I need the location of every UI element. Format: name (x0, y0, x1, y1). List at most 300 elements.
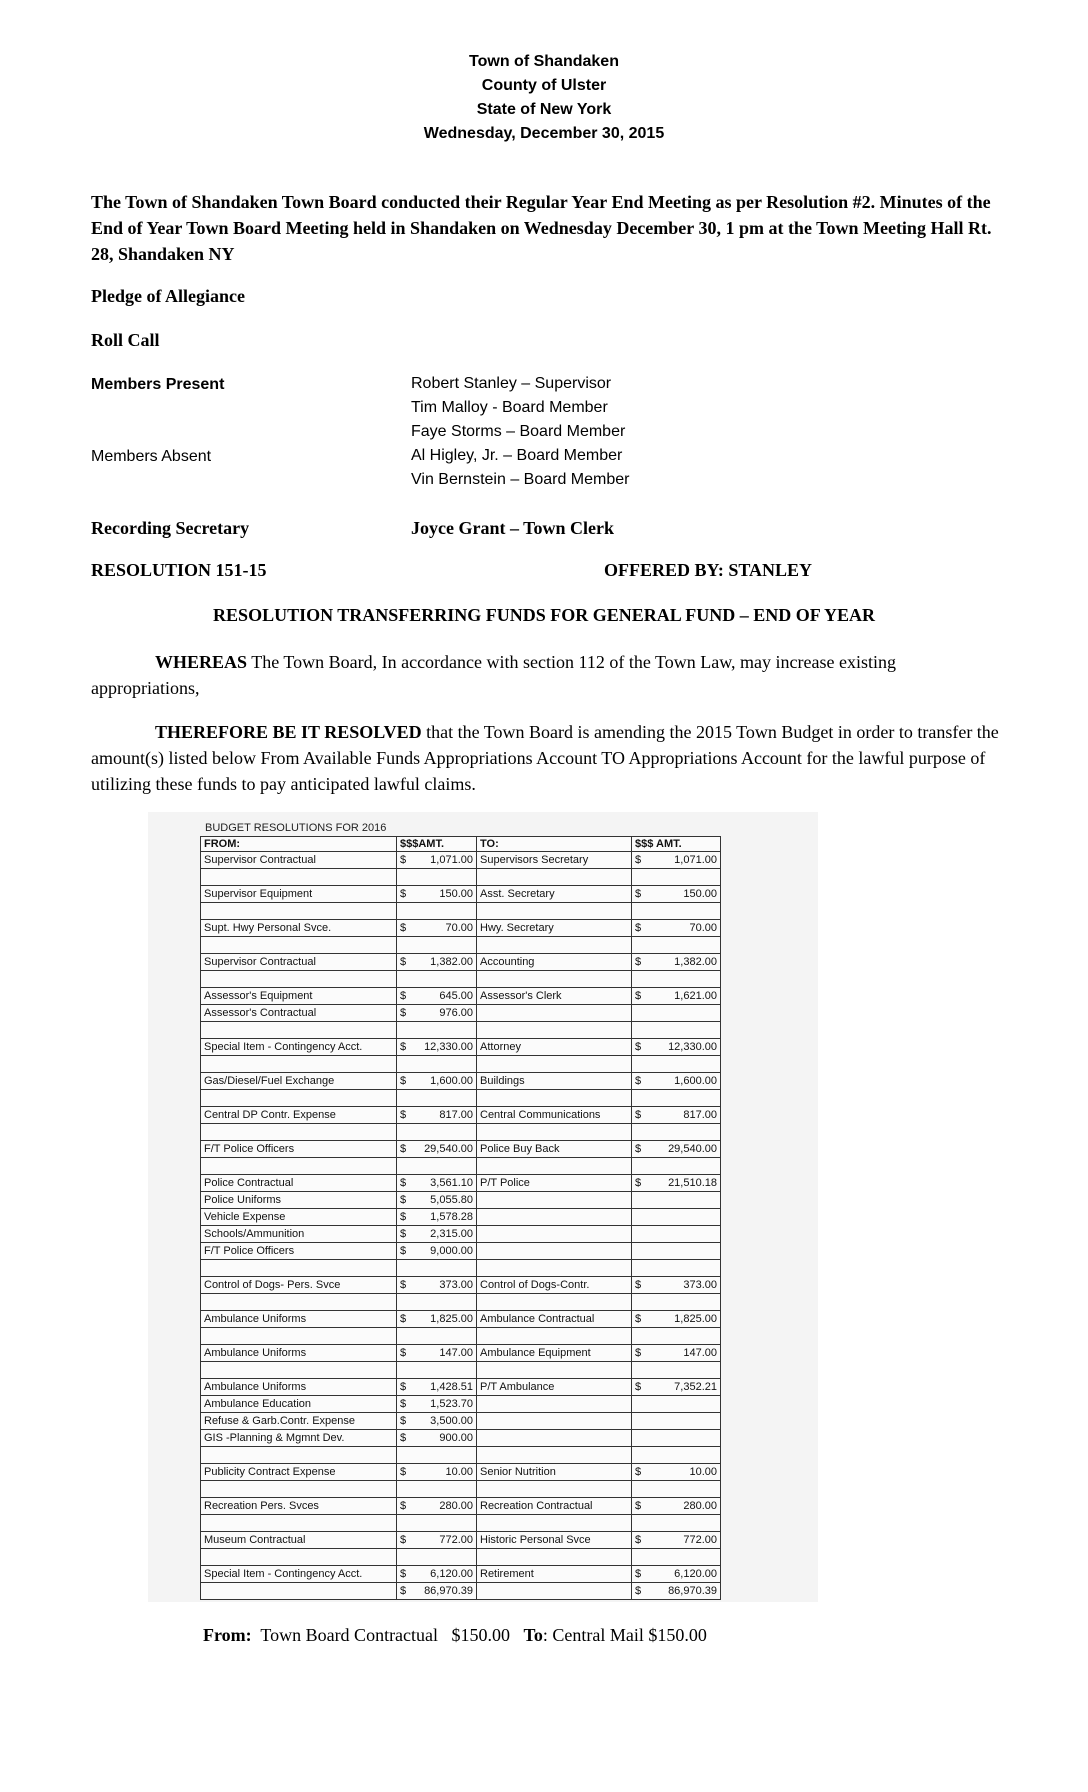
dollar-sign: $ (635, 1143, 642, 1155)
table-row (201, 1498, 721, 1515)
members-present-label: Members Present (91, 376, 225, 393)
from-account: Central DP Contr. Expense (201, 1107, 397, 1124)
from-amount-value: 1,071.00 (430, 854, 473, 866)
from-account: Control of Dogs- Pers. Svce (201, 1277, 397, 1294)
table-row (201, 1464, 721, 1481)
offered-by: OFFERED BY: STANLEY (604, 560, 813, 580)
to-amount (632, 1124, 721, 1141)
to-account (477, 1243, 632, 1260)
from-amount (397, 1226, 477, 1243)
to-amount (632, 1498, 721, 1515)
table-row (201, 1158, 721, 1175)
from-account: Supervisor Contractual (201, 954, 397, 971)
dollar-sign: $ (400, 1211, 407, 1223)
dollar-sign: $ (400, 1228, 407, 1240)
header-town: Town of Shandaken (469, 53, 619, 70)
to-account (477, 1583, 632, 1600)
members-list (411, 372, 629, 492)
table-row (201, 1192, 721, 1209)
from-amount (397, 1090, 477, 1107)
to-amount (632, 1328, 721, 1345)
from-account: F/T Police Officers (201, 1243, 397, 1260)
to-account: Recreation Contractual (477, 1498, 632, 1515)
to-amount (632, 1192, 721, 1209)
from-amount (397, 1413, 477, 1430)
to-amount (632, 1464, 721, 1481)
member-name: Al Higley, Jr. – Board Member (411, 447, 623, 464)
to-amount (632, 1362, 721, 1379)
to-amount (632, 1209, 721, 1226)
from-account: Ambulance Education (201, 1396, 397, 1413)
from-account: Schools/Ammunition (201, 1226, 397, 1243)
to-account (477, 1226, 632, 1243)
header-amount: $$$AMT. (397, 837, 477, 852)
table-row (201, 903, 721, 920)
table-row (201, 1056, 721, 1073)
to-amount (632, 1141, 721, 1158)
to-account (477, 1362, 632, 1379)
to-account (477, 1447, 632, 1464)
from-amount (397, 971, 477, 988)
to-account: Accounting (477, 954, 632, 971)
to-amount (632, 1260, 721, 1277)
to-account (477, 1209, 632, 1226)
from-amount-value: 147.00 (439, 1347, 473, 1359)
from-amount-value: 2,315.00 (430, 1228, 473, 1240)
from-amount (397, 1022, 477, 1039)
table-row (201, 1549, 721, 1566)
from-amount-value: 3,500.00 (430, 1415, 473, 1427)
to-amount-value: 7,352.21 (674, 1381, 717, 1393)
from-amount-value: 817.00 (439, 1109, 473, 1121)
to-account (477, 1294, 632, 1311)
table-row (201, 1345, 721, 1362)
dollar-sign: $ (635, 1347, 642, 1359)
from-account: Ambulance Uniforms (201, 1379, 397, 1396)
from-account (201, 1549, 397, 1566)
from-amount (397, 1107, 477, 1124)
from-amount-value: 1,523.70 (430, 1398, 473, 1410)
to-account (477, 903, 632, 920)
from-account (201, 1124, 397, 1141)
from-account (201, 1022, 397, 1039)
from-amount (397, 1294, 477, 1311)
from-amount-value: 3,561.10 (430, 1177, 473, 1189)
to-amount (632, 903, 721, 920)
header-from: FROM: (201, 837, 397, 852)
from-amount-value: 5,055.80 (430, 1194, 473, 1206)
from-account (201, 937, 397, 954)
from-account (201, 1294, 397, 1311)
table-row (201, 1362, 721, 1379)
to-account (477, 1090, 632, 1107)
budget-table (200, 836, 721, 1600)
dollar-sign: $ (400, 956, 407, 968)
table-row (201, 1379, 721, 1396)
to-account (477, 1549, 632, 1566)
from-amount-value: 9,000.00 (430, 1245, 473, 1257)
from-amount (397, 920, 477, 937)
from-amount (397, 1056, 477, 1073)
from-amount (397, 1498, 477, 1515)
from-amount (397, 1396, 477, 1413)
from-account: Supt. Hwy Personal Svce. (201, 920, 397, 937)
from-amount (397, 1073, 477, 1090)
table-row (201, 852, 721, 869)
dollar-sign: $ (400, 1194, 407, 1206)
from-account (201, 1481, 397, 1498)
from-account (201, 1447, 397, 1464)
table-row (201, 1243, 721, 1260)
from-amount (397, 1277, 477, 1294)
from-amount (397, 954, 477, 971)
from-amount (397, 1192, 477, 1209)
to-account (477, 1430, 632, 1447)
to-amount (632, 1175, 721, 1192)
table-row (201, 954, 721, 971)
to-amount-value: 6,120.00 (674, 1568, 717, 1580)
member-name: Vin Bernstein – Board Member (411, 471, 630, 488)
table-row (201, 988, 721, 1005)
from-amount (397, 1311, 477, 1328)
from-account (201, 1056, 397, 1073)
budget-body (201, 852, 721, 1600)
to-account (477, 869, 632, 886)
recording-secretary-name: Joyce Grant – Town Clerk (411, 518, 615, 538)
therefore-paragraph (91, 719, 1001, 797)
to-amount-value: 1,382.00 (674, 956, 717, 968)
from-account: Special Item - Contingency Acct. (201, 1039, 397, 1056)
to-amount-value: 70.00 (689, 922, 717, 934)
to-amount (632, 1107, 721, 1124)
from-account: Supervisor Contractual (201, 852, 397, 869)
from-amount (397, 1481, 477, 1498)
to-account: P/T Police (477, 1175, 632, 1192)
footer-from-text: Town Board Contractual $150.00 (251, 1625, 524, 1645)
to-amount (632, 1345, 721, 1362)
table-row (201, 1430, 721, 1447)
table-row (201, 1294, 721, 1311)
dollar-sign: $ (635, 1041, 642, 1053)
from-amount (397, 937, 477, 954)
to-amount-value: 1,071.00 (674, 854, 717, 866)
from-amount-value: 1,428.51 (430, 1381, 473, 1393)
dollar-sign: $ (635, 1568, 642, 1580)
to-account: Attorney (477, 1039, 632, 1056)
to-amount (632, 937, 721, 954)
table-row (201, 971, 721, 988)
to-amount (632, 1226, 721, 1243)
from-amount-value: 1,825.00 (430, 1313, 473, 1325)
dollar-sign: $ (635, 1075, 642, 1087)
from-account: Special Item - Contingency Acct. (201, 1566, 397, 1583)
from-account: F/T Police Officers (201, 1141, 397, 1158)
to-account (477, 937, 632, 954)
table-row (201, 937, 721, 954)
budget-title: BUDGET RESOLUTIONS FOR 2016 (205, 822, 387, 834)
from-amount-value: 976.00 (439, 1007, 473, 1019)
to-account: P/T Ambulance (477, 1379, 632, 1396)
from-account: Vehicle Expense (201, 1209, 397, 1226)
from-amount (397, 1158, 477, 1175)
footer-to-text: : Central Mail $150.00 (542, 1625, 707, 1645)
from-amount (397, 886, 477, 903)
dollar-sign: $ (635, 1500, 642, 1512)
to-account: Senior Nutrition (477, 1464, 632, 1481)
to-amount (632, 852, 721, 869)
to-amount (632, 869, 721, 886)
from-account (201, 971, 397, 988)
to-account: Control of Dogs-Contr. (477, 1277, 632, 1294)
resolution-title: RESOLUTION TRANSFERRING FUNDS FOR GENERAL FUND – END OF YEAR (213, 605, 875, 625)
from-amount (397, 852, 477, 869)
to-account (477, 1124, 632, 1141)
table-row (201, 1328, 721, 1345)
roll-call-heading: Roll Call (91, 330, 160, 350)
from-account: Assessor's Contractual (201, 1005, 397, 1022)
from-amount-value: 6,120.00 (430, 1568, 473, 1580)
header-county: County of Ulster (481, 77, 607, 94)
from-amount-value: 373.00 (439, 1279, 473, 1291)
to-account: Supervisors Secretary (477, 852, 632, 869)
from-amount-value: 900.00 (439, 1432, 473, 1444)
member-name: Faye Storms – Board Member (411, 423, 626, 440)
dollar-sign: $ (635, 990, 642, 1002)
dollar-sign: $ (400, 1398, 407, 1410)
dollar-sign: $ (400, 922, 407, 934)
from-amount-value: 280.00 (439, 1500, 473, 1512)
to-amount-value: 21,510.18 (668, 1177, 717, 1189)
from-amount (397, 1209, 477, 1226)
to-amount-value: 147.00 (683, 1347, 717, 1359)
to-account: Central Communications (477, 1107, 632, 1124)
to-account: Ambulance Equipment (477, 1345, 632, 1362)
to-account: Assessor's Clerk (477, 988, 632, 1005)
from-amount-value: 645.00 (439, 990, 473, 1002)
to-amount (632, 1583, 721, 1600)
from-account (201, 1583, 397, 1600)
table-row (201, 1090, 721, 1107)
dollar-sign: $ (400, 1466, 407, 1478)
from-amount-value: 70.00 (445, 922, 473, 934)
to-amount-value: 150.00 (683, 888, 717, 900)
dollar-sign: $ (635, 922, 642, 934)
to-amount (632, 1294, 721, 1311)
to-amount (632, 1158, 721, 1175)
dollar-sign: $ (635, 888, 642, 900)
from-account (201, 1260, 397, 1277)
to-amount-value: 10.00 (689, 1466, 717, 1478)
to-amount-value: 86,970.39 (668, 1585, 717, 1597)
to-account (477, 1515, 632, 1532)
to-amount (632, 1056, 721, 1073)
table-row (201, 1396, 721, 1413)
from-amount (397, 869, 477, 886)
from-account: Refuse & Garb.Contr. Expense (201, 1413, 397, 1430)
from-amount-value: 1,382.00 (430, 956, 473, 968)
dollar-sign: $ (635, 1585, 642, 1597)
to-account (477, 1328, 632, 1345)
from-amount-value: 12,330.00 (424, 1041, 473, 1053)
to-amount (632, 1396, 721, 1413)
to-amount-value: 1,600.00 (674, 1075, 717, 1087)
dollar-sign: $ (400, 1347, 407, 1359)
from-account: Assessor's Equipment (201, 988, 397, 1005)
to-amount (632, 1549, 721, 1566)
to-account: Retirement (477, 1566, 632, 1583)
document-header (0, 50, 1088, 146)
recording-secretary-label: Recording Secretary (91, 518, 250, 538)
to-account (477, 1396, 632, 1413)
to-account: Ambulance Contractual (477, 1311, 632, 1328)
dollar-sign: $ (635, 1313, 642, 1325)
to-account (477, 971, 632, 988)
from-amount (397, 1532, 477, 1549)
table-row (201, 1073, 721, 1090)
from-amount (397, 1379, 477, 1396)
from-amount-value: 772.00 (439, 1534, 473, 1546)
dollar-sign: $ (635, 956, 642, 968)
whereas-text: The Town Board, In accordance with section 112 of the Town Law, may increase existing appropriations, (91, 652, 896, 698)
to-account (477, 1481, 632, 1498)
budget-header-row (201, 837, 721, 852)
from-amount (397, 1345, 477, 1362)
intro-paragraph: The Town of Shandaken Town Board conducted their Regular Year End Meeting as per Resolution #2. Minutes of the End of Year Town Board Meeting held in Shandaken on Wednesday December 30, 1 pm at the Town Meeting Hall Rt. 28, Shandaken NY (91, 192, 992, 264)
to-amount (632, 954, 721, 971)
from-amount (397, 1515, 477, 1532)
from-amount (397, 1430, 477, 1447)
table-row (201, 1260, 721, 1277)
table-row (201, 1311, 721, 1328)
footer-from-label: From: (203, 1625, 252, 1645)
from-account: Museum Contractual (201, 1532, 397, 1549)
table-row (201, 1175, 721, 1192)
dollar-sign: $ (635, 1381, 642, 1393)
pledge-heading: Pledge of Allegiance (91, 286, 245, 306)
dollar-sign: $ (400, 1415, 407, 1427)
table-row (201, 1566, 721, 1583)
member-name: Tim Malloy - Board Member (411, 399, 608, 416)
from-amount-value: 1,600.00 (430, 1075, 473, 1087)
members-absent-label: Members Absent (91, 448, 212, 465)
dollar-sign: $ (400, 1313, 407, 1325)
from-amount (397, 1175, 477, 1192)
to-account (477, 1158, 632, 1175)
footer-to-label: To (523, 1625, 543, 1645)
resolution-number: RESOLUTION 151-15 (91, 560, 267, 580)
to-amount-value: 772.00 (683, 1534, 717, 1546)
dollar-sign: $ (635, 1109, 642, 1121)
from-account: Ambulance Uniforms (201, 1311, 397, 1328)
to-amount (632, 1039, 721, 1056)
from-account: Supervisor Equipment (201, 886, 397, 903)
to-amount-value: 12,330.00 (668, 1041, 717, 1053)
table-row (201, 1447, 721, 1464)
to-account (477, 1192, 632, 1209)
whereas-keyword: WHEREAS (155, 652, 248, 672)
to-amount (632, 1277, 721, 1294)
dollar-sign: $ (635, 1177, 642, 1189)
to-amount-value: 29,540.00 (668, 1143, 717, 1155)
to-amount (632, 1022, 721, 1039)
to-amount (632, 988, 721, 1005)
to-amount (632, 1532, 721, 1549)
header-amount-to: $$$ AMT. (632, 837, 721, 852)
to-account (477, 1056, 632, 1073)
from-account (201, 1362, 397, 1379)
from-amount (397, 1362, 477, 1379)
dollar-sign: $ (400, 854, 407, 866)
to-account (477, 1022, 632, 1039)
from-account (201, 903, 397, 920)
to-account: Police Buy Back (477, 1141, 632, 1158)
from-account: Recreation Pers. Svces (201, 1498, 397, 1515)
dollar-sign: $ (400, 1432, 407, 1444)
dollar-sign: $ (635, 1466, 642, 1478)
dollar-sign: $ (400, 1245, 407, 1257)
dollar-sign: $ (400, 1534, 407, 1546)
from-amount (397, 1260, 477, 1277)
therefore-keyword: THEREFORE BE IT RESOLVED (155, 722, 422, 742)
from-account (201, 869, 397, 886)
from-account: Gas/Diesel/Fuel Exchange (201, 1073, 397, 1090)
to-amount-value: 817.00 (683, 1109, 717, 1121)
to-account (477, 1260, 632, 1277)
from-amount-value: 150.00 (439, 888, 473, 900)
dollar-sign: $ (635, 854, 642, 866)
from-account (201, 1328, 397, 1345)
table-row (201, 1515, 721, 1532)
to-amount (632, 1413, 721, 1430)
to-account (477, 1413, 632, 1430)
from-account (201, 1515, 397, 1532)
dollar-sign: $ (400, 1007, 407, 1019)
dollar-sign: $ (400, 1041, 407, 1053)
table-row (201, 1226, 721, 1243)
from-amount (397, 1005, 477, 1022)
to-amount-value: 1,621.00 (674, 990, 717, 1002)
to-account: Hwy. Secretary (477, 920, 632, 937)
to-amount (632, 1447, 721, 1464)
to-account: Historic Personal Svce (477, 1532, 632, 1549)
from-account (201, 1158, 397, 1175)
dollar-sign: $ (400, 1177, 407, 1189)
dollar-sign: $ (400, 1075, 407, 1087)
table-row (201, 1141, 721, 1158)
to-amount (632, 1379, 721, 1396)
to-amount (632, 1481, 721, 1498)
dollar-sign: $ (400, 1143, 407, 1155)
to-amount-value: 280.00 (683, 1500, 717, 1512)
table-row (201, 1277, 721, 1294)
to-amount (632, 971, 721, 988)
from-amount (397, 1464, 477, 1481)
from-amount (397, 988, 477, 1005)
from-account: Ambulance Uniforms (201, 1345, 397, 1362)
from-account: GIS -Planning & Mgmnt Dev. (201, 1430, 397, 1447)
to-amount-value: 1,825.00 (674, 1313, 717, 1325)
table-row (201, 1209, 721, 1226)
to-amount (632, 1090, 721, 1107)
to-amount (632, 1566, 721, 1583)
from-amount (397, 1243, 477, 1260)
table-row (201, 1107, 721, 1124)
therefore-text: that the Town Board is amending the 2015 Town Budget in order to transfer the amount(s) listed below From Available Funds Appropriations Account TO Appropriations Account for the lawful purpose of utilizing these funds to pay anticipated lawful claims. (91, 722, 999, 794)
from-account: Police Contractual (201, 1175, 397, 1192)
dollar-sign: $ (400, 1381, 407, 1393)
dollar-sign: $ (400, 1500, 407, 1512)
from-account: Publicity Contract Expense (201, 1464, 397, 1481)
